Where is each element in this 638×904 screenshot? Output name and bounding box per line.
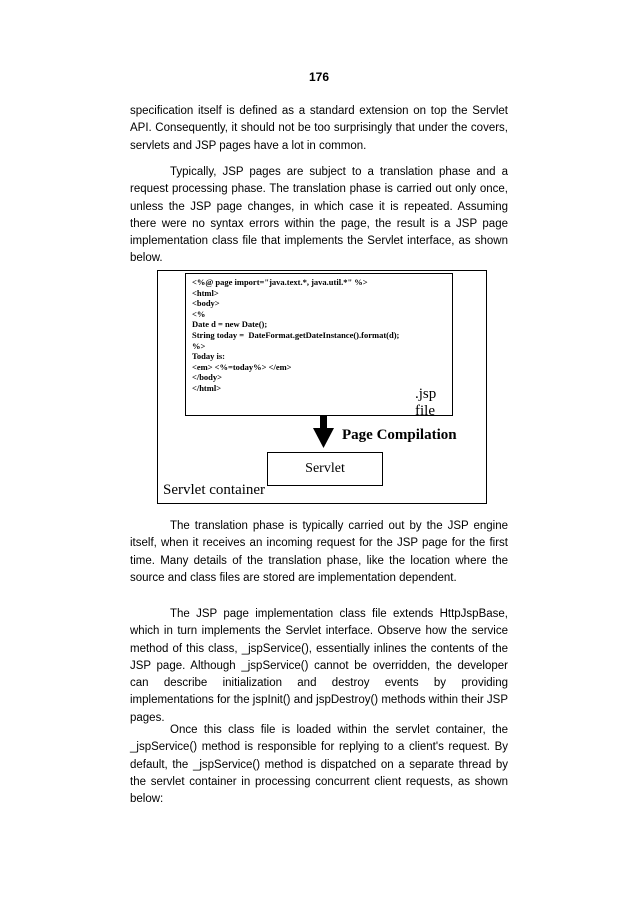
page-compilation-label: Page Compilation: [342, 427, 457, 443]
jsp-file-label: .jsp file: [415, 386, 437, 419]
paragraph-intro: specification itself is defined as a standard extension on top the Servlet API. Consequently, it should not be too surprisingly that under the covers, servlets and JSP pages have a lot in common.: [130, 105, 508, 152]
code-line: <em> <%=today%> </em>: [192, 361, 292, 372]
servlet-box: Servlet: [267, 452, 383, 486]
page-number: 176: [308, 70, 330, 84]
code-line: <%: [192, 308, 206, 319]
code-line: Date d = new Date();: [192, 319, 268, 330]
code-line: </body>: [192, 372, 223, 383]
code-line: <html>: [192, 287, 219, 298]
paragraph-translation-phase: Typically, JSP pages are subject to a translation phase and a request processing phase. The translation phase is carried out only once, unless the JSP page changes, in which case it is repeated. Assuming there were no syntax errors within the page, the result is a JSP page implementation class file that implements the Servlet interface, as shown below.: [130, 166, 508, 265]
code-line: Today is:: [192, 351, 225, 362]
code-line: </html>: [192, 382, 222, 393]
code-line: <%@ page import="java.text.*, java.util.*" %>: [192, 277, 368, 287]
paragraph-translation-details: The translation phase is typically carried out by the JSP engine itself, when it receives an incoming request for the JSP page for the first time. Many details of the translation phase, like the location where the source and class files are stored are implementation dependent.: [130, 520, 508, 584]
servlet-container-label: Servlet container: [163, 482, 266, 498]
code-line: String today = DateFormat.getDateInstance().format(d);: [192, 329, 400, 340]
paragraph-implementation-class: The JSP page implementation class file extends HttpJspBase, which in turn implements the Servlet interface. Observe how the service method of this class, _jspService(), essentially inlines the contents of the JSP page. Although _jspService() cannot be overridden, the developer can describe initialization and destroy events by providing implementations for the jspInit() and jspDestroy() methods within their JSP pages.: [130, 608, 508, 724]
jsp-compilation-figure: [157, 270, 487, 504]
paragraph-class-loading: Once this class file is loaded within the servlet container, the _jspService() method is responsible for replying to a client's request. By default, the _jspService() method is dispatched on a separate thread by the servlet container in processing concurrent client requests, as shown below:: [130, 724, 508, 806]
code-line: %>: [192, 340, 206, 351]
code-line: <body>: [192, 298, 220, 309]
